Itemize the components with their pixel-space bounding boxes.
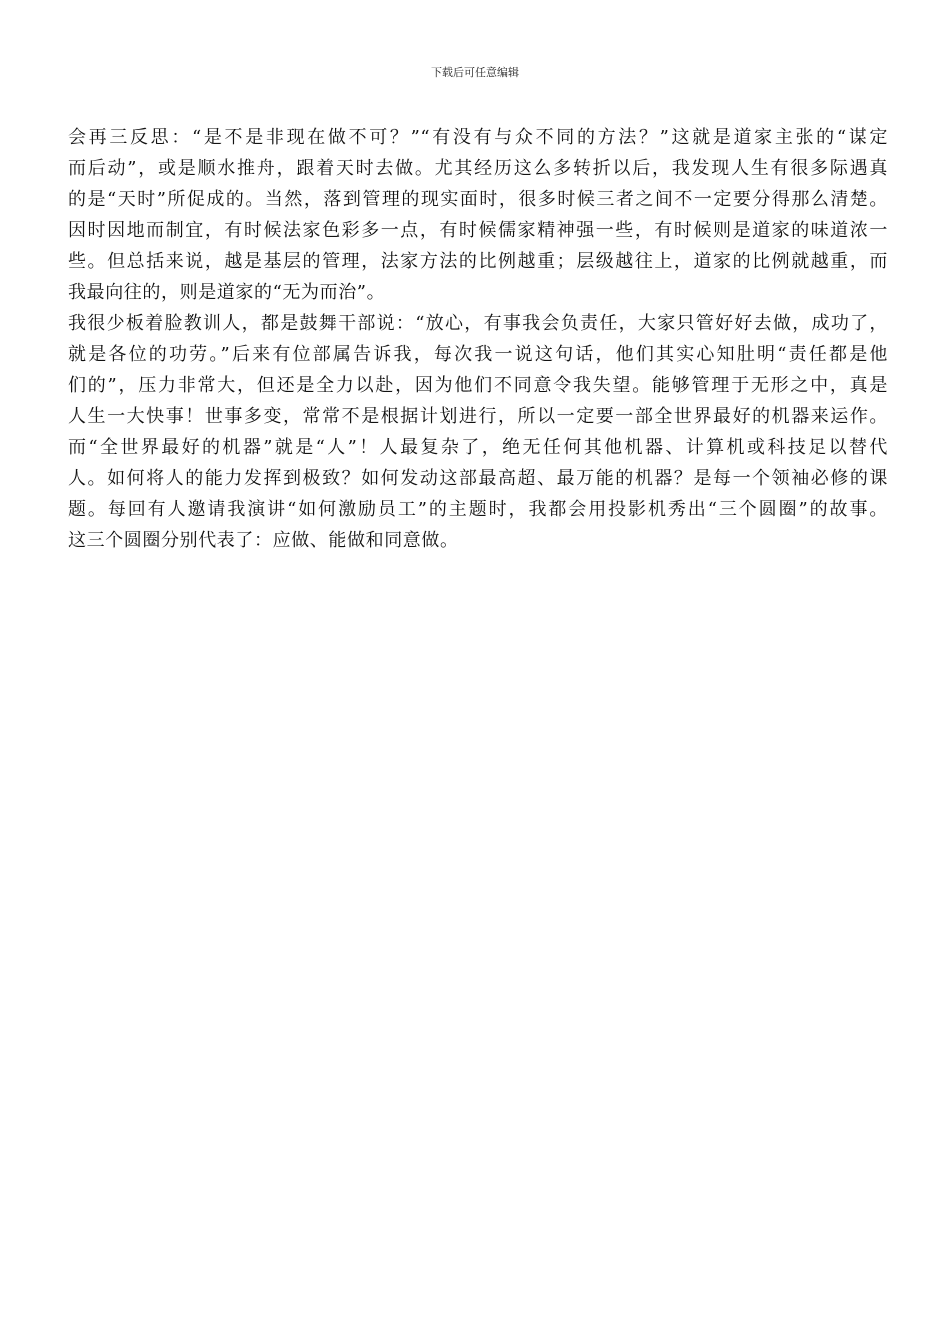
body-text xyxy=(68,122,888,556)
text-line: 而“全世界最好的机器”就是“人”！人最复杂了，绝无任何其他机器、计算机或科技足以替代 xyxy=(68,437,888,458)
text-line: 人生一大快事！世事多变，常常不是根据计划进行，所以一定要一部全世界最好的机器来运作。 xyxy=(68,406,888,427)
text-line: 而后动”，或是顺水推舟，跟着天时去做。尤其经历这么多转折以后，我发现人生有很多际遇真 xyxy=(68,158,888,179)
text-line: 些。但总括来说，越是基层的管理，法家方法的比例越重；层级越往上，道家的比例就越重，而 xyxy=(68,251,888,272)
text-line: 会再三反思：“是不是非现在做不可？”“有没有与众不同的方法？”这就是道家主张的“谋定 xyxy=(68,127,888,148)
text-line: 题。每回有人邀请我演讲“如何激励员工”的主题时，我都会用投影机秀出“三个圆圈”的故事。 xyxy=(68,499,888,520)
text-line: 因时因地而制宜，有时候法家色彩多一点，有时候儒家精神强一些，有时候则是道家的味道浓一 xyxy=(68,220,888,241)
text-line: 人。如何将人的能力发挥到极致？如何发动这部最高超、最万能的机器？是每一个领袖必修的课 xyxy=(68,468,888,489)
text-line: 们的”，压力非常大，但还是全力以赴，因为他们不同意令我失望。能够管理于无形之中，真是 xyxy=(68,375,888,396)
text-line: 的是“天时”所促成的。当然，落到管理的现实面时，很多时候三者之间不一定要分得那么清楚。 xyxy=(68,189,888,210)
text-line: 这三个圆圈分别代表了：应做、能做和同意做。 xyxy=(68,530,459,551)
text-line: 我很少板着脸教训人，都是鼓舞干部说：“放心，有事我会负责任，大家只管好好去做，成功了， xyxy=(68,313,888,334)
text-line: 我最向往的，则是道家的“无为而治”。 xyxy=(68,282,386,303)
text-line: 就是各位的功劳。”后来有位部属告诉我，每次我一说这句话，他们其实心知肚明“责任都是他 xyxy=(68,344,888,365)
header-note: 下载后可任意编辑 xyxy=(431,66,519,79)
